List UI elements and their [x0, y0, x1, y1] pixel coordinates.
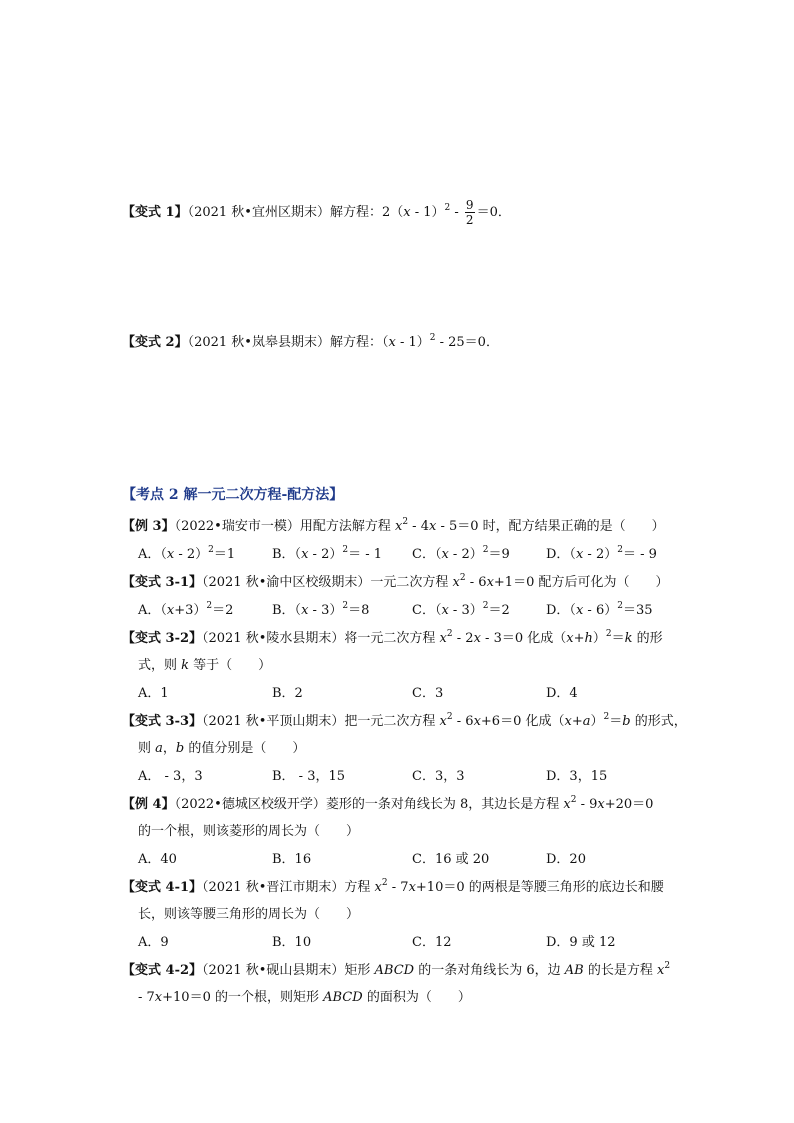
variant-3-1: 【变式 3-1】（2021 秋•渝中区校级期末）一元二次方程 $x^2 - 6x+1=0$ 配方后可化为（ ） — [122, 573, 669, 590]
example-3-option-d[interactable]: D．（x - 2）$^2$＝ - 9 — [546, 545, 657, 562]
fraction-nine-halves: $\frac{9}{2}$ — [465, 198, 474, 227]
example-3-option-c[interactable]: C．（x - 2）$^2$＝9 — [412, 545, 510, 562]
variant-3-2-option-d[interactable]: D．4 — [546, 686, 578, 701]
variant-4-2-line-2: - 7x+10＝0 的一个根，则矩形 ABCD 的面积为（ ） — [138, 990, 471, 1005]
variant-4-1-line-2: 长，则该等腰三角形的周长为（ ） — [138, 907, 360, 922]
example-3: 【例 3】（2022•瑞安市一模）用配方法解方程 $x^2 - 4x - 5=0$ 时，配方结果正确的是（ ） — [122, 517, 665, 534]
variant-3-1-option-a[interactable]: A．$(x+3)^2=2$ — [138, 601, 234, 618]
example-4-option-c[interactable]: C．16 或 20 — [412, 852, 490, 867]
variant-4-1-option-c[interactable]: C．12 — [412, 935, 452, 950]
variant-1-tag: 【变式 1】 — [122, 205, 188, 220]
variant-3-1-option-b[interactable]: B．（x - 3）$^2$＝8 — [272, 601, 370, 618]
variant-3-2: 【变式 3-2】（2021 秋•陵水县期末）将一元二次方程 $x^2 - 2x - 3=0$ 化成$(x+h)^2=k$ 的形 — [122, 629, 663, 646]
variant-2: 【变式 2】（2021 秋•岚皋县期末）解方程：（x - 1）$^2$ - 25＝0． — [122, 333, 499, 350]
example-4: 【例 4】（2022•德城区校级开学）菱形的一条对角线长为 8，其边长是方程 $x^2 - 9x+20=0$ — [122, 795, 654, 812]
variant-4-1: 【变式 4-1】（2021 秋•晋江市期末）方程 $x^2 - 7x+10=0$ 的两根是等腰三角形的底边长和腰 — [122, 878, 664, 895]
variant-3-2-option-b[interactable]: B．2 — [272, 686, 303, 701]
variant-2-tag: 【变式 2】 — [122, 335, 188, 350]
example-4-option-b[interactable]: B．16 — [272, 852, 312, 867]
example-3-option-b[interactable]: B．（x - 2）$^2$＝ - 1 — [272, 545, 383, 562]
variant-3-2-option-a[interactable]: A．1 — [138, 686, 169, 701]
variant-3-1-option-d[interactable]: D．（x - 6）$^2$＝35 — [546, 601, 653, 618]
example-4-line-2: 的一个根，则该菱形的周长为（ ） — [138, 824, 360, 839]
example-4-option-d[interactable]: D．20 — [546, 852, 586, 867]
variant-4-1-option-b[interactable]: B．10 — [272, 935, 312, 950]
variant-3-2-option-c[interactable]: C．3 — [412, 686, 444, 701]
example-4-option-a[interactable]: A．40 — [138, 852, 177, 867]
variant-3-3-option-c[interactable]: C．3，3 — [412, 769, 465, 784]
variant-3-1-option-c[interactable]: C．（x - 3）$^2$＝2 — [412, 601, 510, 618]
variant-3-3-option-d[interactable]: D．3，15 — [546, 769, 608, 784]
variant-3-3-option-a[interactable]: A． - 3，3 — [138, 769, 203, 784]
variant-3-2-line-2: 式，则 k 等于（ ） — [138, 658, 272, 673]
section-heading: 【考点 2 解一元二次方程-配方法】 — [122, 487, 344, 503]
example-3-option-a[interactable]: A．（x - 2）$^2$＝1 — [138, 545, 236, 562]
variant-4-1-option-d[interactable]: D．9 或 12 — [546, 935, 616, 950]
variant-4-2: 【变式 4-2】（2021 秋•砚山县期末）矩形 ABCD 的一条对角线长为 6，边 AB 的长是方程 $x^2$ — [122, 961, 671, 978]
variant-3-3-option-b[interactable]: B． - 3，15 — [272, 769, 346, 784]
variant-3-3-line-2: 则 a，b 的值分别是（ ） — [138, 741, 306, 756]
variant-3-3: 【变式 3-3】（2021 秋•平顶山期末）把一元二次方程 $x^2 - 6x+6=0$ 化成$(x+a)^2=b$ 的形式， — [122, 712, 687, 729]
variant-4-1-option-a[interactable]: A．9 — [138, 935, 169, 950]
variant-1: 【变式 1】（2021 秋•宜州区期末）解方程：2（x - 1）$^2$ - $\frac{9}{2}$ ＝0． — [122, 198, 511, 227]
